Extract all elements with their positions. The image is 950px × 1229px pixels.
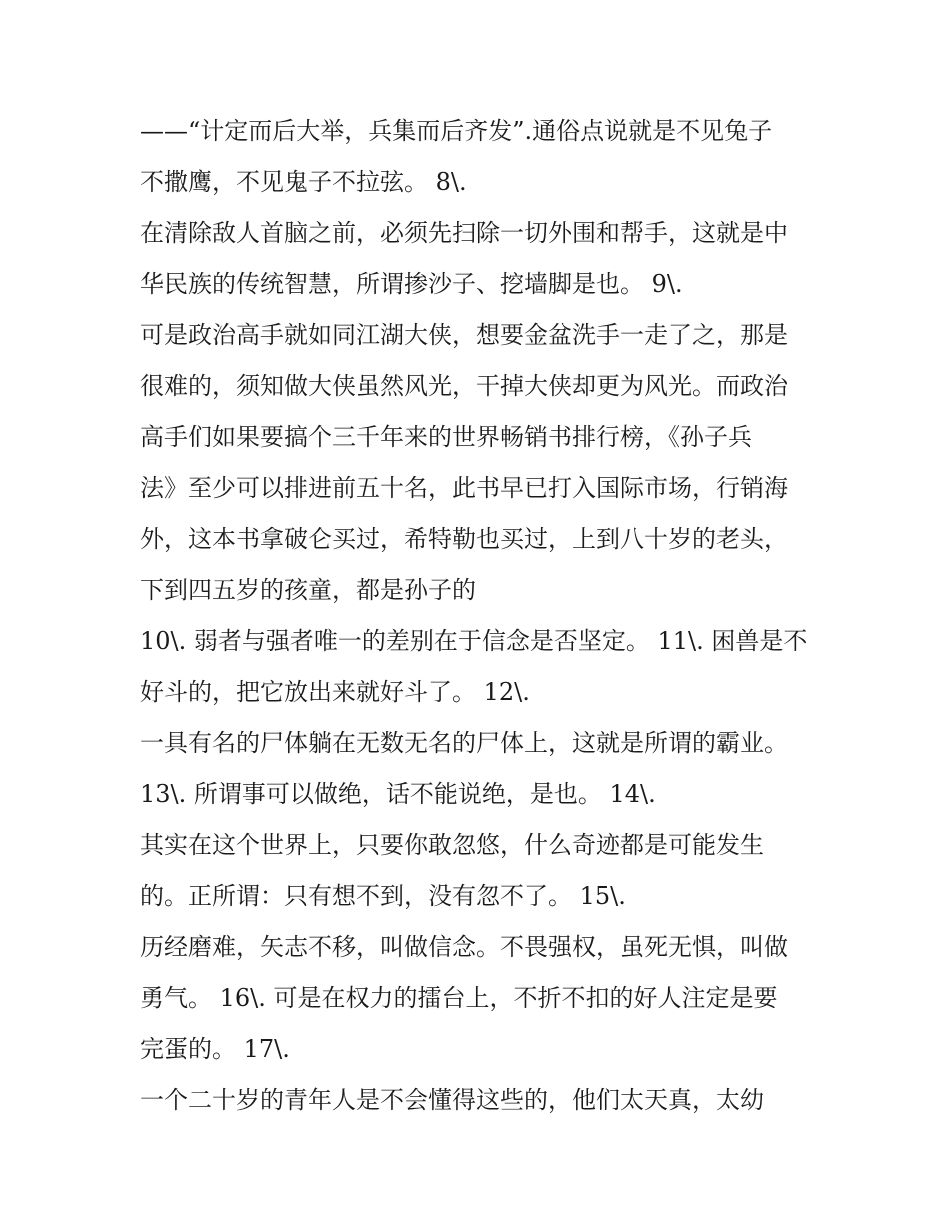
text-line: 勇气。 16\. 可是在权力的擂台上，不折不扣的好人注定是要	[140, 984, 778, 1012]
text-line: 下到四五岁的孩童，都是孙子的	[140, 576, 476, 604]
text-line: 法》至少可以排进前五十名，此书早已打入国际市场，行销海	[140, 474, 788, 502]
text-line: 13\. 所谓事可以做绝，话不能说绝，是也。 14\.	[140, 780, 656, 808]
text-line: 高手们如果要搞个三千年来的世界畅销书排行榜，《孙子兵	[140, 423, 752, 451]
text-line: 好斗的，把它放出来就好斗了。 12\.	[140, 678, 530, 706]
text-line: 不撒鹰，不见鬼子不拉弦。 8\.	[140, 168, 467, 196]
text-line: 10\. 弱者与强者唯一的差别在于信念是否坚定。 11\. 困兽是不	[140, 627, 808, 655]
text-line: 其实在这个世界上，只要你敢忽悠，什么奇迹都是可能发生	[140, 831, 764, 859]
text-line: 很难的，须知做大侠虽然风光，干掉大侠却更为风光。而政治	[140, 372, 788, 400]
text-line: 外，这本书拿破仑买过，希特勒也买过，上到八十岁的老头，	[140, 525, 788, 553]
text-line: 华民族的传统智慧，所谓掺沙子、挖墙脚是也。 9\.	[140, 270, 683, 298]
text-line: 可是政治高手就如同江湖大侠，想要金盆洗手一走了之，那是	[140, 321, 788, 349]
text-line: 的。正所谓：只有想不到，没有忽不了。 15\.	[140, 882, 626, 910]
text-line: ——“计定而后大举，兵集而后齐发”.通俗点说就是不见兔子	[140, 117, 773, 145]
text-line: 完蛋的。 17\.	[140, 1035, 290, 1063]
text-line: 历经磨难，矢志不移，叫做信念。不畏强权，虽死无惧，叫做	[140, 933, 788, 961]
text-line: 在清除敌人首脑之前，必须先扫除一切外围和帮手，这就是中	[140, 219, 788, 247]
text-line: 一具有名的尸体躺在无数无名的尸体上，这就是所谓的霸业。	[140, 729, 788, 757]
text-line: 一个二十岁的青年人是不会懂得这些的，他们太天真，太幼	[140, 1086, 764, 1114]
body-text	[140, 106, 840, 1126]
